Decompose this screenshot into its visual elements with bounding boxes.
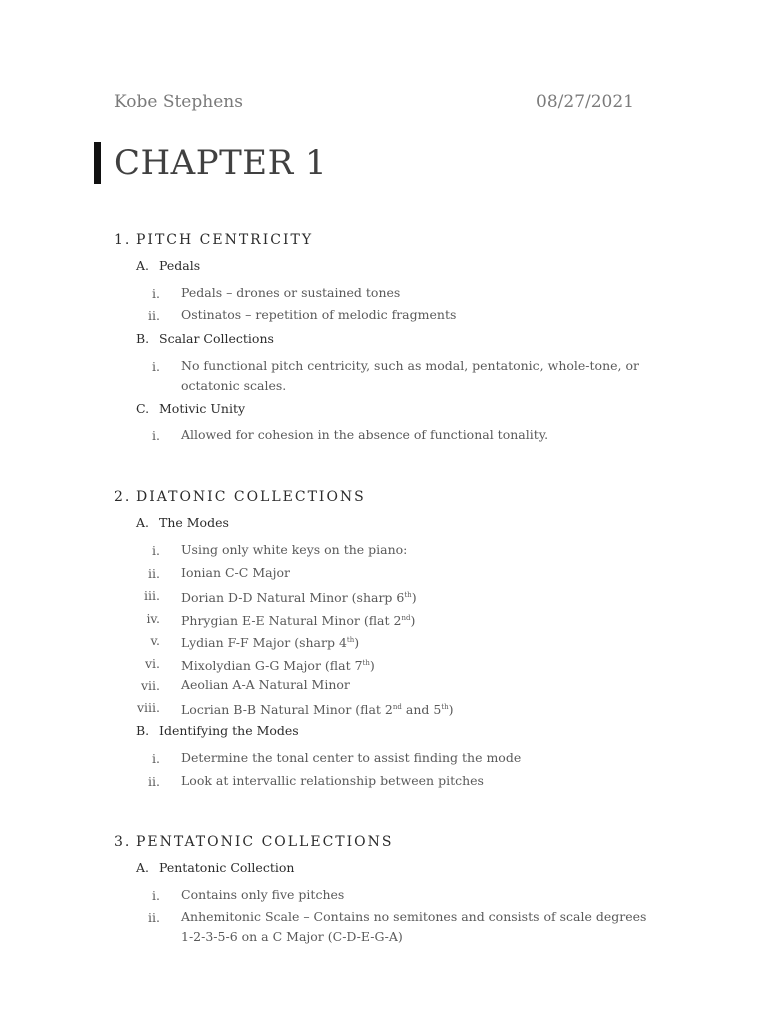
list-item: Allowed for cohesion in the absence of functional tonality.: [181, 427, 549, 442]
subsection-label: Identifying the Modes: [159, 723, 299, 738]
subsection-letter: A.: [136, 258, 150, 273]
list-item: Look at intervallic relationship between pitches: [181, 773, 484, 788]
list-item: Dorian D-D Natural Minor (sharp 6th): [181, 590, 417, 606]
subsection-letter: A.: [136, 515, 150, 530]
list-item: Mixolydian G-G Major (flat 7th): [181, 658, 375, 674]
list-item: Aeolian A-A Natural Minor: [181, 677, 350, 692]
author-name: Kobe Stephens: [114, 92, 243, 112]
section-number: 1.: [114, 232, 132, 248]
title-accent-bar: [94, 142, 101, 184]
subsection-letter: C.: [136, 401, 150, 416]
item-number: i.: [152, 888, 160, 903]
subsection-label: Pentatonic Collection: [159, 860, 295, 875]
item-number: i.: [152, 428, 160, 443]
list-item: Pedals – drones or sustained tones: [181, 285, 401, 300]
section-number: 2.: [114, 489, 132, 505]
subsection-label: Motivic Unity: [159, 401, 246, 416]
item-number: viii.: [136, 700, 160, 715]
document-date: 08/27/2021: [536, 92, 634, 112]
item-number: i.: [152, 751, 160, 766]
subsection-letter: B.: [136, 331, 150, 346]
list-item: Locrian B-B Natural Minor (flat 2nd and 5th): [181, 702, 454, 718]
item-number: i.: [152, 543, 160, 558]
item-number: v.: [150, 633, 160, 648]
item-number: ii.: [148, 308, 160, 323]
list-item: Ostinatos – repetition of melodic fragments: [181, 307, 457, 322]
chapter-title: CHAPTER 1: [114, 143, 328, 183]
item-number: ii.: [148, 910, 160, 925]
subsection-letter: B.: [136, 723, 150, 738]
item-number: vi.: [144, 656, 160, 671]
subsection-label: Scalar Collections: [159, 331, 274, 346]
subsection-letter: A.: [136, 860, 150, 875]
list-item: Lydian F-F Major (sharp 4th): [181, 635, 360, 651]
item-number: i.: [152, 286, 160, 301]
list-item: Ionian C-C Major: [181, 565, 290, 580]
list-item: Determine the tonal center to assist finding the mode: [181, 750, 522, 765]
subsection-label: Pedals: [159, 258, 201, 273]
section-number: 3.: [114, 834, 132, 850]
section-title: PENTATONIC COLLECTIONS: [136, 834, 394, 850]
item-number: iv.: [146, 611, 160, 626]
list-item: No functional pitch centricity, such as modal, pentatonic, whole-tone, or octatonic scales.: [181, 358, 639, 393]
item-number: iii.: [144, 588, 160, 603]
section-title: DIATONIC COLLECTIONS: [136, 489, 366, 505]
item-number: i.: [152, 359, 160, 374]
list-item: Phrygian E-E Natural Minor (flat 2nd): [181, 613, 416, 629]
item-number: ii.: [148, 566, 160, 581]
item-number: ii.: [148, 774, 160, 789]
subsection-label: The Modes: [159, 515, 229, 530]
list-item: Anhemitonic Scale – Contains no semitones and consists of scale degrees 1-2-3-5-6 on a C Major (C-D-E-G-A): [181, 909, 647, 944]
item-number: vii.: [140, 678, 160, 693]
list-item: Using only white keys on the piano:: [181, 542, 408, 557]
list-item: Contains only five pitches: [181, 887, 345, 902]
section-title: PITCH CENTRICITY: [136, 232, 314, 248]
